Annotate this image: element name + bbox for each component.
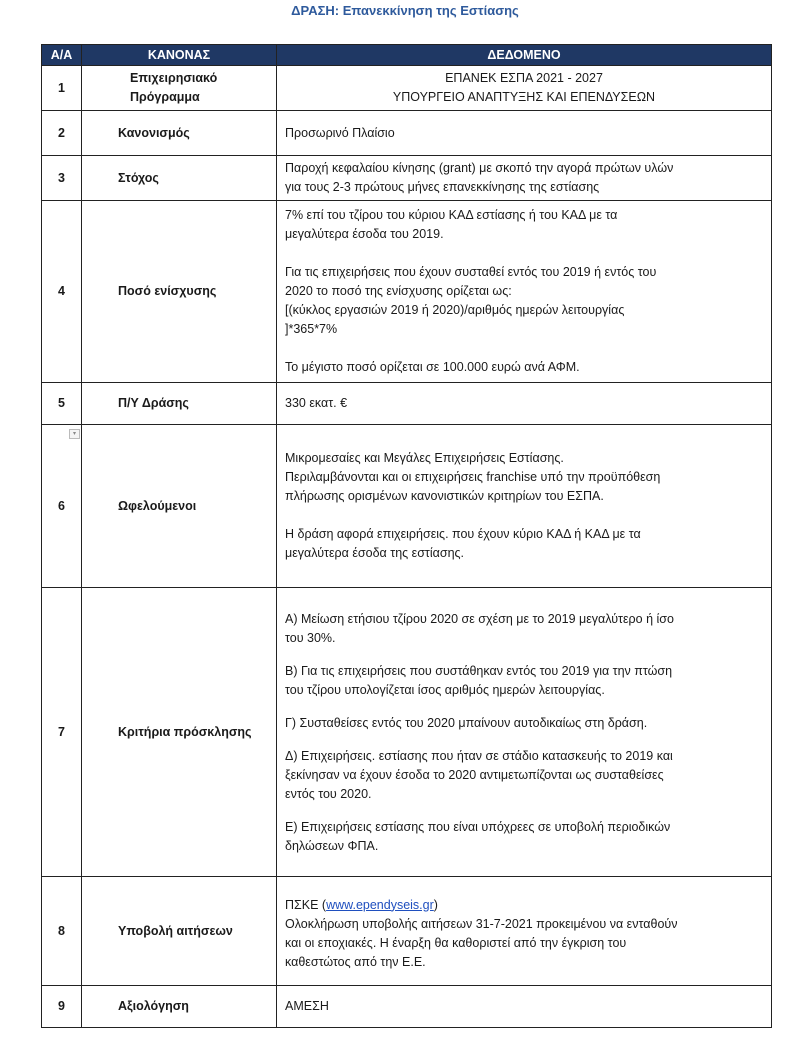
value-line: Ε) Επιχειρήσεις εστίασης που είναι υπόχρεες σε υποβολή περιοδικών [285, 819, 671, 834]
value-line: Γ) Συσταθείσες εντός του 2020 μπαίνουν αυτοδικαίως στη δράση. [285, 715, 648, 730]
table-row [42, 66, 772, 111]
value-line: μεγαλύτερα έσοδα του 2019. [285, 227, 444, 241]
value-line: δηλώσεων ΦΠΑ. [285, 838, 379, 853]
value-line: ΥΠΟΥΡΓΕΙΟ ΑΝΑΠΤΥΞΗΣ ΚΑΙ ΕΠΕΝΔΥΣΕΩΝ [392, 90, 656, 104]
value-line: και οι εποχιακές. Η έναρξη θα καθοριστεί από την έγκριση του [285, 935, 627, 950]
row-number: 3 [42, 156, 82, 201]
value-line: ΕΠΑΝΕΚ ΕΣΠΑ 2021 - 2027 [445, 71, 603, 85]
value-line: ΑΜΕΣΗ [285, 999, 329, 1013]
row-number-text: 6 [58, 498, 65, 513]
value-line: του τζίρου υπολογίζεται ίσος αριθμός ημερών λειτουργίας. [285, 682, 605, 697]
value-line: πλήρωσης ορισμένων κανονιστικών κριτηρίων του ΕΣΠΑ. [285, 489, 604, 503]
value-line: Η δράση αφορά επιχειρήσεις. που έχουν κύριο ΚΑΔ ή ΚΑΔ με τα [285, 527, 641, 541]
value-line: [(κύκλος εργασιών 2019 ή 2020)/αριθμός ημερών λειτουργίας [285, 303, 625, 317]
value-gap [285, 506, 763, 525]
table-row [42, 588, 772, 877]
criterion-paragraph [285, 714, 763, 733]
value-line: ]*365*7% [285, 322, 338, 336]
rule-value [277, 156, 772, 201]
rule-value [277, 201, 772, 383]
criterion-paragraph [285, 610, 763, 648]
rule-label: Π/Υ Δράσης [82, 383, 277, 425]
criterion-paragraph [285, 818, 763, 856]
rule-label: Κανονισμός [82, 111, 277, 156]
value-line: Το μέγιστο ποσό ορίζεται σε 100.000 ευρώ ανά ΑΦΜ. [285, 360, 580, 374]
rule-label: Υποβολή αιτήσεων [82, 877, 277, 986]
header-value: ΔΕΔΟΜΕΝΟ [277, 45, 772, 66]
header-aa: Α/Α [42, 45, 82, 66]
table-row [42, 383, 772, 425]
table-row [42, 877, 772, 986]
rule-value [277, 425, 772, 588]
value-line: 7% επί του τζίρου του κύριου ΚΑΔ εστίασης ή του ΚΑΔ με τα [285, 208, 618, 222]
rule-value [277, 877, 772, 986]
rule-value [277, 383, 772, 425]
criterion-paragraph [285, 747, 763, 804]
rule-label: Κριτήρια πρόσκλησης [82, 588, 277, 877]
value-line: Περιλαμβάνονται και οι επιχειρήσεις franchise υπό την προϋπόθεση [285, 470, 661, 484]
rule-label: Αξιολόγηση [82, 986, 277, 1028]
value-line: Παροχή κεφαλαίου κίνησης (grant) με σκοπό την αγορά πρώτων υλών [285, 161, 674, 175]
page-title: ΔΡΑΣΗ: Επανεκκίνηση της Εστίασης [291, 3, 519, 18]
row-number [42, 425, 82, 588]
row-number: 7 [42, 588, 82, 877]
value-line: καθεστώτος από την Ε.Ε. [285, 954, 426, 969]
value-line: Ολοκλήρωση υποβολής αιτήσεων 31-7-2021 προκειμένου να ενταθούν [285, 916, 678, 931]
rule-value [277, 111, 772, 156]
rule-label: Στόχος [82, 156, 277, 201]
row-number: 9 [42, 986, 82, 1028]
rule-label: Ποσό ενίσχυσης [82, 201, 277, 383]
value-line: 330 εκατ. € [285, 396, 348, 410]
value-line: Α) Μείωση ετήσιου τζίρου 2020 σε σχέση με το 2019 μεγαλύτερο ή ίσο [285, 611, 674, 626]
value-line: Δ) Επιχειρήσεις. εστίασης που ήταν σε στάδιο κατασκευής το 2019 και [285, 748, 673, 763]
value-line: ξεκίνησαν να έχουν έσοδα το 2020 αντιμετωπίζονται ως συσταθείσες [285, 767, 664, 782]
row-number: 1 [42, 66, 82, 111]
submission-suffix: ) [433, 897, 438, 912]
criterion-paragraph [285, 662, 763, 700]
value-line: Μικρομεσαίες και Μεγάλες Επιχειρήσεις Εστίασης. [285, 451, 564, 465]
submission-prefix: ΠΣΚΕ ( [285, 897, 327, 912]
value-line [285, 896, 763, 915]
value-line: 2020 το ποσό της ενίσχυσης ορίζεται ως: [285, 284, 512, 298]
value-gap [285, 339, 763, 358]
value-line: Προσωρινό Πλαίσιο [285, 125, 395, 140]
value-line: μεγαλύτερα έσοδα της εστίασης. [285, 546, 465, 560]
rule-label: Επιχειρησιακό Πρόγραμμα [82, 66, 277, 111]
rules-table [41, 44, 772, 1028]
row-number: 4 [42, 201, 82, 383]
header-rule: ΚΑΝΟΝΑΣ [82, 45, 277, 66]
table-row [42, 201, 772, 383]
value-line: εντός του 2020. [285, 786, 372, 801]
rule-value [277, 588, 772, 877]
value-gap [285, 244, 763, 263]
row-number: 8 [42, 877, 82, 986]
ependyseis-link[interactable]: www.ependyseis.gr [326, 897, 434, 912]
rule-label: Ωφελούμενοι [82, 425, 277, 588]
table-row [42, 986, 772, 1028]
value-line: του 30%. [285, 630, 336, 645]
table-row [42, 156, 772, 201]
table-header-row [42, 45, 772, 66]
rule-value [277, 986, 772, 1028]
rule-value [277, 66, 772, 111]
value-line: Για τις επιχειρήσεις που έχουν συσταθεί εντός του 2019 ή εντός του [285, 265, 657, 279]
row-number: 5 [42, 383, 82, 425]
value-line: Β) Για τις επιχειρήσεις που συστάθηκαν εντός του 2019 για την πτώση [285, 663, 673, 678]
row-number: 2 [42, 111, 82, 156]
value-line: για τους 2-3 πρώτους μήνες επανεκκίνησης της εστίασης [285, 180, 600, 194]
table-row [42, 425, 772, 588]
table-row [42, 111, 772, 156]
dropdown-marker-icon[interactable]: ▾ [69, 429, 80, 439]
